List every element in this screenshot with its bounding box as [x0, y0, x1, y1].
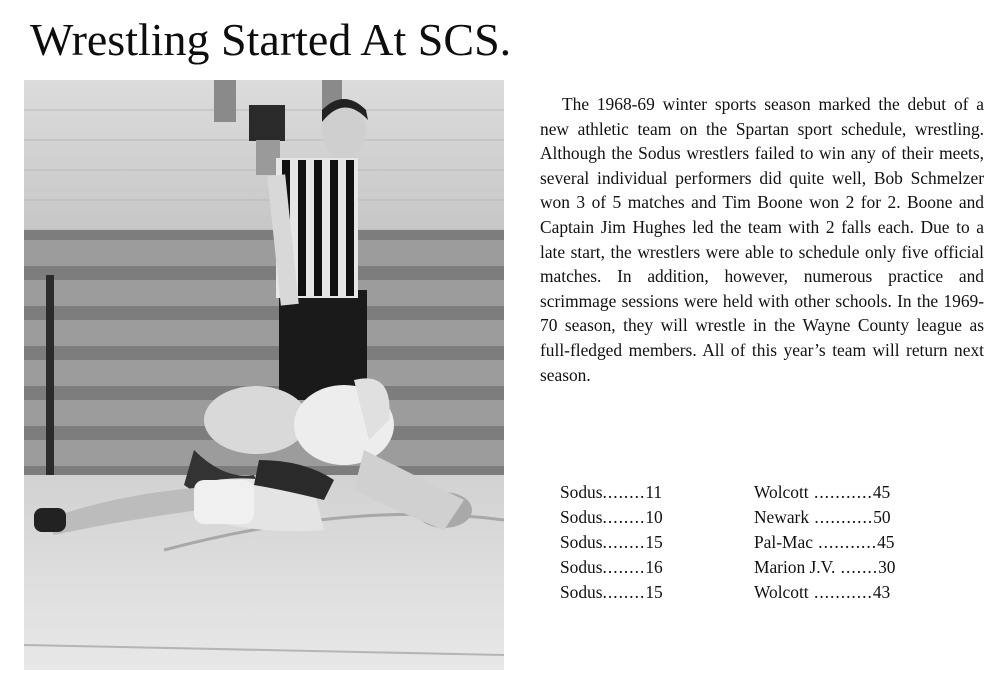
result-row	[560, 530, 969, 555]
away-result: Marion J.V. .......30	[754, 557, 896, 577]
home-result: Sodus........15	[560, 582, 663, 602]
result-row	[560, 555, 969, 580]
result-row	[560, 505, 969, 530]
wrestling-photo	[24, 80, 504, 670]
results-table	[560, 480, 969, 605]
result-row	[560, 580, 969, 605]
away-result: Wolcott ...........43	[754, 582, 891, 602]
article-body: The 1968-69 winter sports season marked the debut of a new athletic team on the Spartan sport schedule, wrestling. Although the Sodus wrestlers failed to win any of their meets, several individual performers did quite well, Bob Schmelzer won 3 of 5 matches and Tim Boone won 2 for 2. Boone and Captain Jim Hughes led the team with 2 falls each. Due to a late start, the wrestlers were able to schedule only five official matches. In addition, however, numerous practice and scrimmage sessions were held with other schools. In the 1969-70 season, they will wrestle in the Wayne County league as full-fledged members. All of this year’s team will return next season.	[540, 94, 984, 385]
away-result: Wolcott ...........45	[754, 482, 891, 502]
home-result: Sodus........16	[560, 557, 663, 577]
wrestling-photo-icon	[24, 80, 504, 670]
page-headline: Wrestling Started At SCS.	[30, 14, 512, 65]
away-result: Pal-Mac ...........45	[754, 532, 895, 552]
home-result: Sodus........10	[560, 507, 663, 527]
home-result: Sodus........15	[560, 532, 663, 552]
home-result: Sodus........11	[560, 482, 663, 502]
away-result: Newark ...........50	[754, 507, 891, 527]
result-row	[560, 480, 969, 505]
